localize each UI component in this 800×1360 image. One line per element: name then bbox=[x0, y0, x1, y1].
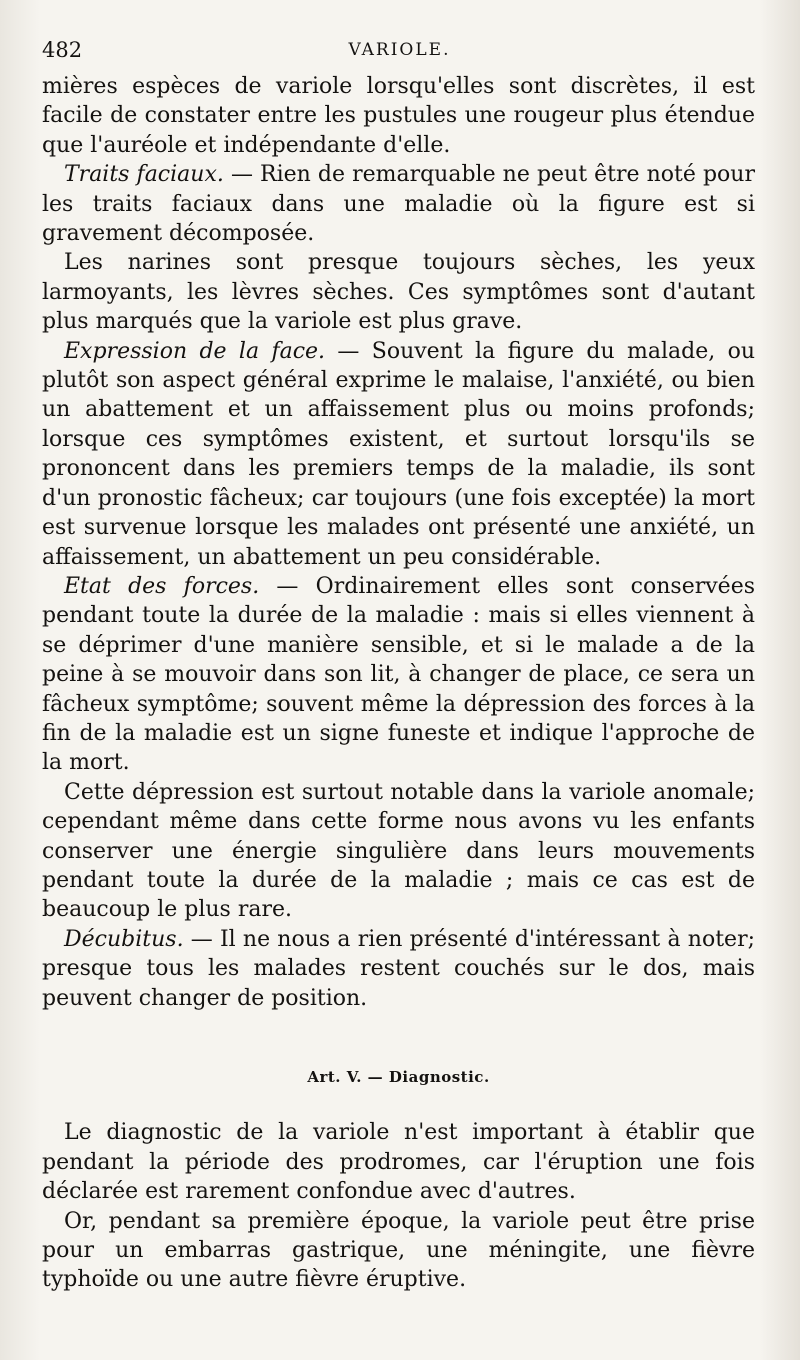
paragraph-decubitus bbox=[42, 925, 755, 1013]
paragraph-text: mières espèces de variole lorsqu'elles sont discrètes, il est facile de constater entre les pustules une rougeur plus étendue que l'auréole et indépendante d'elle. bbox=[42, 74, 755, 158]
paragraph-text: Or, pendant sa première époque, la variole peut être prise pour un embarras gastrique, une méningite, une fièvre typhoïde ou une autre fièvre éruptive. bbox=[42, 1208, 755, 1293]
paragraph-text: Les narines sont presque toujours sèches, les yeux larmoyants, les lèvres sèches. Ces symptômes sont d'autant plus marqués que la variole est plus grave. bbox=[42, 250, 755, 335]
paragraph-text: — Il ne nous a rien présenté d'intéressant à noter; presque tous les malades restent couchés sur le dos, mais peuvent changer de position. bbox=[42, 926, 755, 1011]
paragraph-expression-face bbox=[42, 337, 755, 572]
page-header bbox=[42, 38, 757, 66]
page-number: 482 bbox=[42, 38, 83, 62]
paragraph-lead: Traits faciaux. bbox=[64, 162, 224, 188]
section-heading: Art. V. — Diagnostic. bbox=[307, 1068, 490, 1086]
paragraph-text: Le diagnostic de la variole n'est important à établir que pendant la période des prodromes, car l'éruption une fois déclarée est rarement confondue avec d'autres. bbox=[42, 1120, 755, 1205]
paragraph-lead: Décubitus. bbox=[64, 926, 184, 952]
paragraph-text: — Souvent la figure du malade, ou plutôt son aspect général exprime le malaise, l'anxiété, ou bien un abattement et un affaissement plus ou moins profonds; lorsque ces symptômes existent, et surtout lorsqu'ils se prononcent dans les premiers temps de la maladie, ils sont d'un pronostic fâcheux; car toujours (une fois exceptée) la mort est survenue lorsque les malades ont présenté une anxiété, un affaissement, un abattement un peu considérable. bbox=[42, 338, 755, 570]
paragraph-etat-forces bbox=[42, 572, 755, 778]
body-text bbox=[42, 72, 755, 1295]
paragraph-lead: Etat des forces. bbox=[64, 573, 260, 599]
paragraph-traits-faciaux bbox=[42, 160, 755, 248]
paragraph-depression bbox=[42, 778, 755, 925]
paragraph-diagnostic bbox=[42, 1118, 755, 1206]
running-title: VARIOLE. bbox=[348, 40, 451, 60]
paragraph-premiere-epoque bbox=[42, 1207, 755, 1295]
paragraph-text: — Rien de remarquable ne peut être noté pour les traits faciaux dans une maladie où la figure est si gravement décomposée. bbox=[42, 162, 755, 247]
paragraph-narines bbox=[42, 248, 755, 336]
paragraph-text: — Ordinairement elles sont conservées pendant toute la durée de la maladie : mais si elles viennent à se déprimer d'une manière sensible, et si le malade a de la peine à se mouvoir dans son lit, à changer de place, ce sera un fâcheux symptôme; souvent même la dépression des forces à la fin de la maladie est un signe funeste et indique l'approche de la mort. bbox=[42, 573, 755, 776]
paragraph-text: Cette dépression est surtout notable dans la variole anomale; cependant même dans cette forme nous avons vu les enfants conserver une énergie singulière dans leurs mouvements pendant toute la durée de la maladie ; mais ce cas est de beaucoup le plus rare. bbox=[42, 779, 755, 923]
paragraph-lead: Expression de la face. bbox=[64, 338, 326, 364]
paragraph-continuation bbox=[42, 72, 755, 160]
